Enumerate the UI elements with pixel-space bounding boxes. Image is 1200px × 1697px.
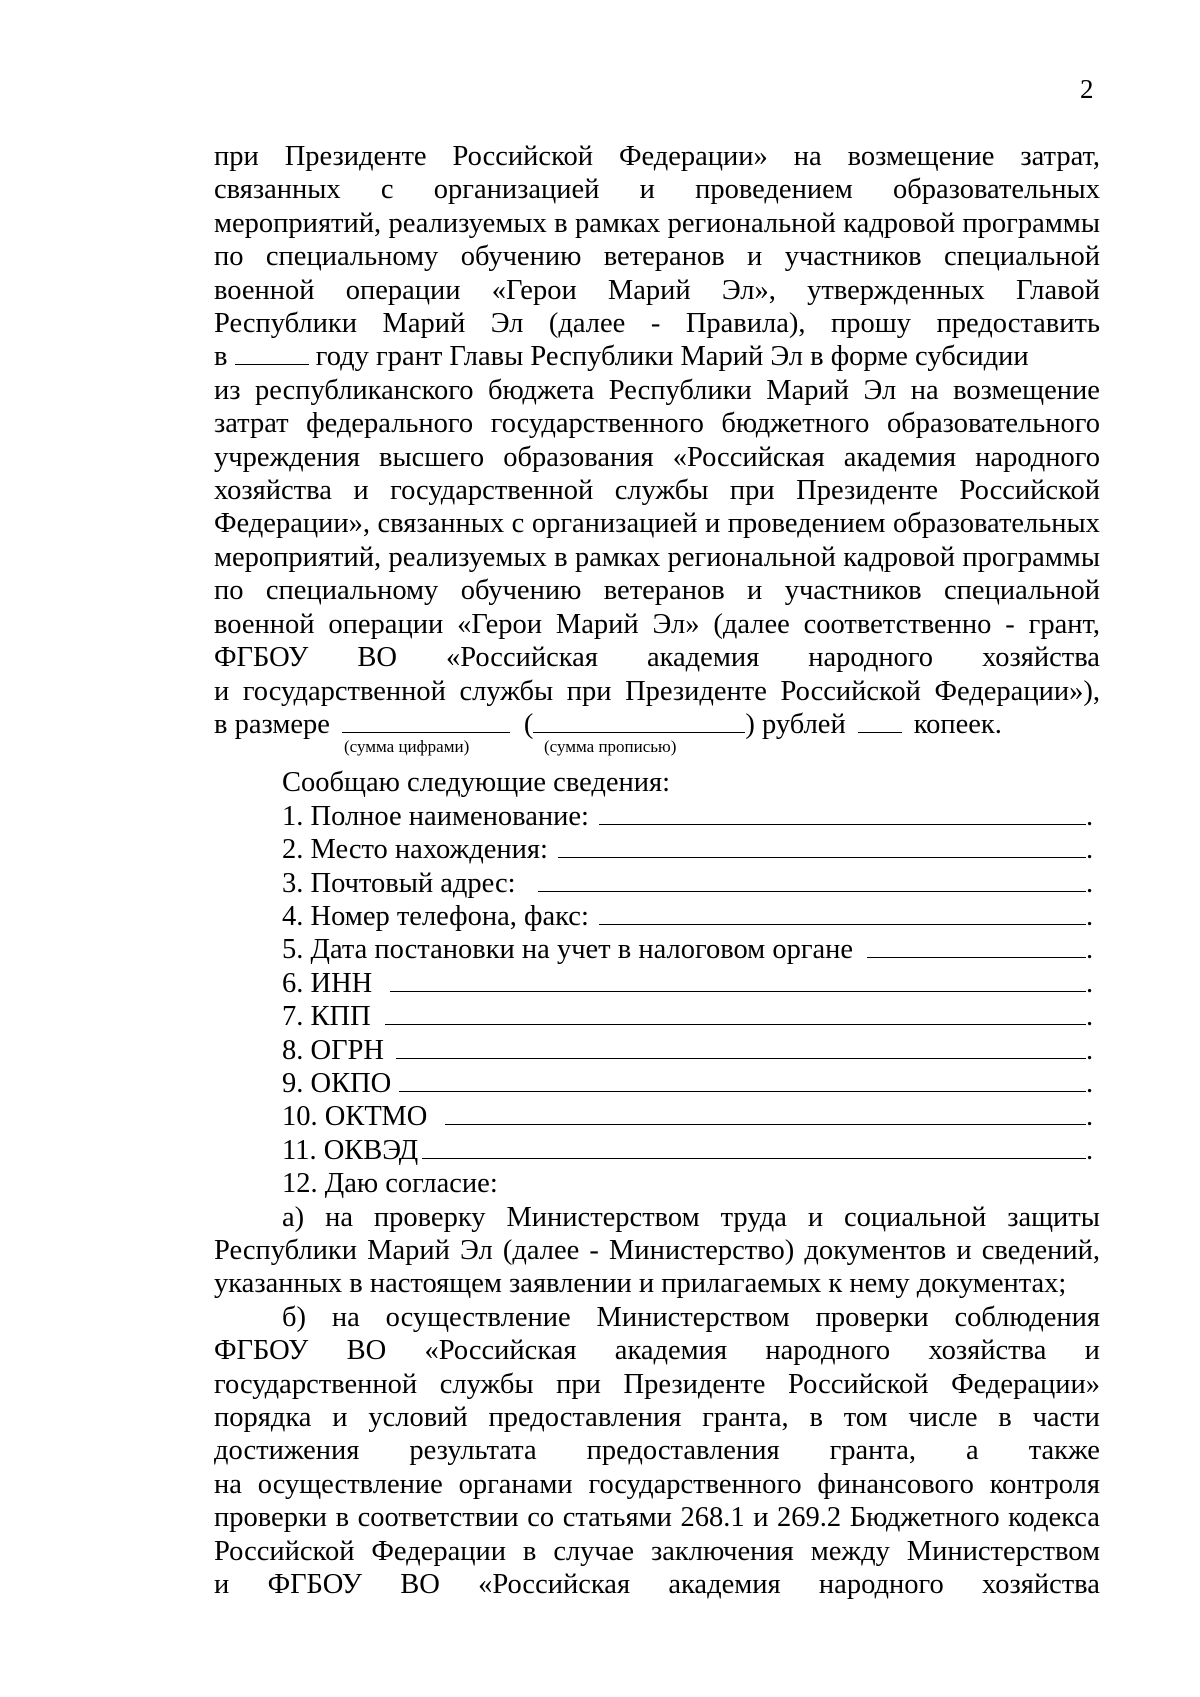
word: проведением: [695, 174, 853, 206]
field-input[interactable]: [390, 969, 1086, 992]
word: Российской: [452, 141, 593, 172]
word: 269.2: [777, 1502, 842, 1534]
text-line: [214, 474, 1100, 507]
text-line: [214, 407, 1100, 440]
amount-digits-blank[interactable]: [342, 710, 510, 733]
word: контроля: [989, 1468, 1100, 1500]
word: учреждения: [214, 441, 360, 473]
field-end: .: [1086, 1067, 1094, 1099]
field-label: 6. ИНН: [282, 967, 373, 999]
text-line: [214, 140, 1100, 173]
word: социальной: [844, 1201, 987, 1233]
word: обучению: [460, 241, 582, 273]
word: в: [998, 1402, 1012, 1434]
word: операции: [328, 608, 444, 640]
field-label: 3. Почтовый адрес:: [282, 867, 516, 899]
word: проверки: [815, 1301, 929, 1333]
word: специальной: [944, 575, 1100, 607]
word: грант,: [1028, 608, 1100, 640]
field-row: [214, 1034, 1100, 1067]
word: соответствии: [357, 1502, 519, 1534]
word: и: [353, 475, 369, 507]
word: сведений,: [981, 1234, 1100, 1266]
word: Эл: [863, 374, 897, 406]
word: прошу: [831, 308, 911, 340]
word: предоставить: [936, 308, 1100, 340]
word: и: [639, 174, 655, 206]
word: Бюджетного: [849, 1502, 1000, 1534]
word: «Герои: [491, 274, 577, 306]
word: ВО: [346, 1335, 387, 1367]
word: и: [1084, 1335, 1100, 1367]
text-line: [214, 240, 1100, 273]
word: рамках: [574, 541, 661, 573]
field-label: 4. Номер телефона, факс:: [282, 900, 589, 932]
word: мероприятий,: [214, 207, 382, 239]
word: Президенте: [284, 141, 427, 172]
word: образовательного: [886, 408, 1100, 440]
word: Марий: [382, 308, 466, 340]
word: и: [332, 1402, 348, 1434]
text-line: [214, 1501, 1100, 1534]
word: «Российская: [424, 1335, 577, 1367]
word: при: [729, 475, 775, 507]
word: возмещение: [847, 141, 995, 172]
word: реализуемых: [388, 207, 547, 239]
text-line: [214, 1234, 1100, 1267]
word: 268.1: [680, 1502, 745, 1534]
text-line: [214, 641, 1100, 674]
word: затрат,: [1020, 141, 1100, 172]
word: Федерации»: [618, 141, 768, 172]
word: народного: [975, 441, 1100, 473]
field-label: 8. ОГРН: [282, 1034, 384, 1066]
word: и: [747, 241, 763, 273]
word: заключения: [651, 1535, 794, 1567]
word: образовательных: [892, 174, 1100, 206]
word: участников: [784, 575, 922, 607]
field-end: .: [1086, 800, 1094, 832]
word: на: [214, 1468, 242, 1500]
word: на: [325, 1201, 353, 1233]
text-line: [214, 1301, 1100, 1334]
word: военной: [214, 274, 315, 306]
word: связанных: [377, 508, 505, 540]
word: соблюдения: [954, 1301, 1100, 1333]
word: в: [335, 1502, 350, 1534]
word: на: [331, 1301, 360, 1333]
word: при: [566, 675, 612, 707]
word: между: [810, 1535, 890, 1567]
word: специальному: [265, 575, 439, 607]
word: из: [214, 374, 241, 406]
word: кадровой: [843, 541, 956, 573]
word: военной: [214, 608, 315, 640]
word: участников: [784, 241, 922, 273]
word: кадровой: [843, 207, 956, 239]
word: Марий: [555, 608, 639, 640]
word: проверку: [373, 1201, 486, 1233]
word: «Герои: [457, 608, 543, 640]
field-label: 7. КПП: [282, 1001, 371, 1033]
word: части: [1032, 1402, 1100, 1434]
word: народного: [765, 1335, 891, 1367]
amount-kopecks-text: копеек.: [913, 708, 1002, 740]
word: защиты: [1007, 1201, 1100, 1233]
word: предоставления: [488, 1402, 682, 1434]
field-input[interactable]: [445, 1102, 1086, 1125]
word: утвержденных: [807, 274, 985, 306]
text-line: [214, 608, 1100, 641]
word: Российской: [788, 1368, 929, 1400]
word: народного: [808, 642, 934, 674]
word: том: [843, 1402, 888, 1434]
word: государственной: [390, 475, 594, 507]
text-line: [214, 307, 1100, 340]
word: при: [556, 1368, 601, 1400]
word: Президенте: [623, 1368, 766, 1400]
word: программы: [962, 541, 1100, 573]
field-row: [214, 867, 1100, 900]
text-line: [214, 1468, 1100, 1501]
info-section: [214, 766, 1100, 1601]
word: Эл: [460, 1234, 493, 1266]
word: на: [910, 374, 939, 406]
word: а): [282, 1201, 305, 1233]
word: со: [527, 1502, 555, 1534]
field-input[interactable]: [396, 1036, 1086, 1059]
word: порядка: [214, 1402, 312, 1434]
document-body: [214, 140, 1100, 1601]
field-row: [214, 900, 1100, 933]
word: «Российская: [672, 441, 825, 473]
word: Республики: [608, 374, 752, 406]
word: и: [956, 1234, 972, 1266]
field-label: 10. ОКТМО: [282, 1101, 428, 1133]
text-line: указанных в настоящем заявлении и прилагаемых к нему документах;: [214, 1268, 1067, 1300]
word: в: [522, 1535, 537, 1567]
consent-heading: 12. Даю согласие:: [282, 1168, 498, 1200]
field-label: 2. Место нахождения:: [282, 834, 548, 866]
word: труда: [720, 1201, 787, 1233]
amount-open-paren: (: [523, 708, 534, 740]
word: осуществление: [257, 1468, 443, 1500]
word: специальной: [944, 241, 1100, 273]
word: академия: [614, 1335, 728, 1367]
field-end: .: [1086, 867, 1094, 899]
word: гранта,: [829, 1435, 916, 1467]
year-line-text: году грант Главы Республики Марий Эл в форме субсидии: [315, 341, 1029, 373]
word: при: [214, 141, 259, 172]
word: региональной: [667, 541, 836, 573]
word: случае: [553, 1535, 635, 1567]
field-label: 9. ОКПО: [282, 1067, 392, 1099]
word: Эл»: [652, 608, 700, 640]
word: ФГБОУ: [214, 1335, 309, 1367]
word: предоставления: [586, 1435, 780, 1467]
field-row: [214, 1067, 1100, 1100]
field-input[interactable]: [599, 902, 1086, 925]
word: Российской: [780, 675, 921, 707]
field-end: .: [1086, 1101, 1094, 1133]
word: также: [1028, 1435, 1100, 1467]
word: организацией: [433, 174, 600, 206]
word: Эл»,: [721, 274, 776, 306]
word: Российской: [959, 475, 1100, 507]
consent-item-a: [214, 1201, 1100, 1301]
field-row: [214, 1134, 1100, 1167]
field-input[interactable]: [538, 869, 1086, 892]
info-intro: Сообщаю следующие сведения:: [282, 767, 671, 799]
word: (далее: [502, 1234, 580, 1266]
word: результата: [409, 1435, 537, 1467]
word: в: [554, 541, 568, 573]
word: Федерации»),: [934, 675, 1100, 707]
word: осуществление: [385, 1301, 571, 1333]
year-line-prefix: в: [214, 341, 228, 373]
word: республиканского: [255, 374, 474, 406]
word: и: [753, 1502, 769, 1534]
year-line: [214, 340, 1100, 373]
word: проверки: [214, 1502, 328, 1534]
word: народного: [818, 1569, 944, 1601]
amount-rubles-text: ) рублей: [745, 708, 846, 740]
word: Марий: [766, 374, 850, 406]
word: в: [554, 207, 568, 239]
word: образования: [503, 441, 654, 473]
word: Федерации»: [951, 1368, 1100, 1400]
field-row: [214, 833, 1100, 866]
word: программы: [962, 207, 1100, 239]
page-number: 2: [1080, 74, 1094, 104]
word: кодекса: [1008, 1502, 1100, 1534]
word: на: [793, 141, 822, 172]
field-row: [214, 967, 1100, 1000]
word: органами: [458, 1468, 573, 1500]
word: Марий: [367, 1234, 450, 1266]
word: организацией: [531, 508, 698, 540]
word: а: [966, 1435, 979, 1467]
word: Республики: [214, 1234, 357, 1266]
field-row: [214, 933, 1100, 966]
text-line: [214, 441, 1100, 474]
field-end: .: [1086, 900, 1094, 932]
word: ФГБОУ: [267, 1569, 362, 1601]
field-end: .: [1086, 1134, 1094, 1166]
word: Федерации: [371, 1535, 506, 1567]
word: ветеранов: [603, 241, 725, 273]
text-line: [214, 1434, 1100, 1467]
word: финансового: [817, 1468, 974, 1500]
word: возмещение: [953, 374, 1100, 406]
text-line: [214, 574, 1100, 607]
word: (далее: [548, 308, 626, 340]
text-line: [214, 274, 1100, 307]
year-blank[interactable]: [235, 342, 309, 365]
word: хозяйства: [214, 475, 332, 507]
field-end: .: [1086, 934, 1094, 966]
field-input[interactable]: [422, 1136, 1086, 1159]
word: Министерством: [596, 1301, 790, 1333]
word: (далее: [713, 608, 790, 640]
word: «Российская: [478, 1569, 631, 1601]
amount-line: [214, 708, 1100, 756]
word: Марий: [607, 274, 691, 306]
word: мероприятий,: [214, 541, 382, 573]
word: с: [511, 508, 525, 540]
field-label: 11. ОКВЭД: [282, 1134, 419, 1166]
word: бюджета: [488, 374, 595, 406]
field-input[interactable]: [867, 935, 1086, 958]
consent-item-b: [214, 1301, 1100, 1602]
word: академия: [843, 441, 957, 473]
word: Президенте: [625, 675, 767, 707]
field-label: 1. Полное наименование:: [282, 800, 589, 832]
word: ФГБОУ: [214, 642, 309, 674]
field-end: .: [1086, 1034, 1094, 1066]
word: государственной: [214, 1368, 418, 1400]
text-line: [214, 1401, 1100, 1434]
word: хозяйства: [982, 642, 1100, 674]
word: высшего: [379, 441, 485, 473]
text-line: [214, 507, 1100, 540]
amount-words-blank[interactable]: [533, 710, 745, 733]
word: ВО: [357, 642, 397, 674]
field-end: .: [1086, 967, 1094, 999]
caption-digits: (сумма цифрами): [344, 736, 470, 756]
field-row: [214, 1100, 1100, 1133]
text-line: [214, 541, 1100, 574]
word: Республики: [214, 308, 357, 340]
word: Российской: [214, 1535, 355, 1567]
word: и: [214, 675, 230, 707]
word: гранта,: [702, 1402, 789, 1434]
word: статьями: [562, 1502, 672, 1534]
word: документов: [804, 1234, 947, 1266]
text-line: [214, 1535, 1100, 1568]
word: соответственно: [803, 608, 992, 640]
word: Министерство): [609, 1234, 795, 1266]
word: Федерации»,: [214, 508, 370, 540]
word: службы: [614, 475, 709, 507]
word: Министерством: [906, 1535, 1100, 1567]
word: Министерством: [506, 1201, 700, 1233]
word: федерального: [306, 408, 474, 440]
field-label: 5. Дата постановки на учет в налоговом органе: [282, 934, 854, 966]
word: числе: [908, 1402, 978, 1434]
field-end: .: [1086, 834, 1094, 866]
word: по: [214, 241, 244, 273]
text-line: [214, 207, 1100, 240]
caption-words: (сумма прописью): [544, 736, 677, 756]
word: хозяйства: [928, 1335, 1047, 1367]
word: по: [214, 575, 244, 607]
word: обучению: [460, 575, 582, 607]
word: достижения: [214, 1435, 360, 1467]
field-input[interactable]: [399, 1069, 1086, 1092]
field-end: .: [1086, 1001, 1094, 1033]
word: связанных: [214, 174, 341, 206]
word: Эл: [490, 308, 524, 340]
paragraph-1: [214, 140, 1100, 756]
word: проведением: [727, 508, 886, 540]
word: Президенте: [796, 475, 939, 507]
word: специальному: [265, 241, 439, 273]
word: службы: [439, 1368, 534, 1400]
field-input[interactable]: [599, 802, 1086, 825]
word: образовательных: [892, 508, 1100, 540]
field-row: [214, 800, 1100, 833]
field-input[interactable]: [385, 1002, 1086, 1025]
word: хозяйства: [982, 1569, 1100, 1601]
word: Правила),: [685, 308, 806, 340]
field-input[interactable]: [558, 835, 1086, 858]
text-line: [214, 1568, 1100, 1601]
text-line: [214, 173, 1100, 206]
word: государственного: [588, 1468, 802, 1500]
word: затрат: [214, 408, 289, 440]
word: б): [282, 1301, 306, 1333]
word: академия: [646, 642, 760, 674]
word: условий: [368, 1402, 468, 1434]
word: ветеранов: [603, 575, 725, 607]
word: -: [1005, 608, 1015, 640]
word: -: [650, 308, 661, 340]
word: операции: [345, 274, 461, 306]
word: и: [807, 1201, 824, 1233]
word: Главой: [1015, 274, 1100, 306]
word: бюджетного: [721, 408, 870, 440]
word: и: [747, 575, 763, 607]
word: с: [380, 174, 394, 206]
text-line: [214, 1201, 1100, 1234]
word: и: [214, 1569, 230, 1601]
word: -: [589, 1234, 599, 1266]
word: «Российская: [445, 642, 598, 674]
word: в: [809, 1402, 823, 1434]
word: рамках: [574, 207, 661, 239]
kopecks-blank[interactable]: [858, 710, 902, 733]
word: реализуемых: [388, 541, 547, 573]
amount-prefix: в размере: [214, 708, 330, 740]
word: государственной: [242, 675, 446, 707]
field-row: [214, 1000, 1100, 1033]
word: академия: [668, 1569, 781, 1601]
word: государственного: [490, 408, 704, 440]
word: региональной: [667, 207, 836, 239]
word: ВО: [400, 1569, 440, 1601]
word: и: [705, 508, 721, 540]
text-line: [214, 1368, 1100, 1401]
text-line: [214, 675, 1100, 708]
word: службы: [459, 675, 554, 707]
text-line: [214, 374, 1100, 407]
text-line: [214, 1334, 1100, 1367]
